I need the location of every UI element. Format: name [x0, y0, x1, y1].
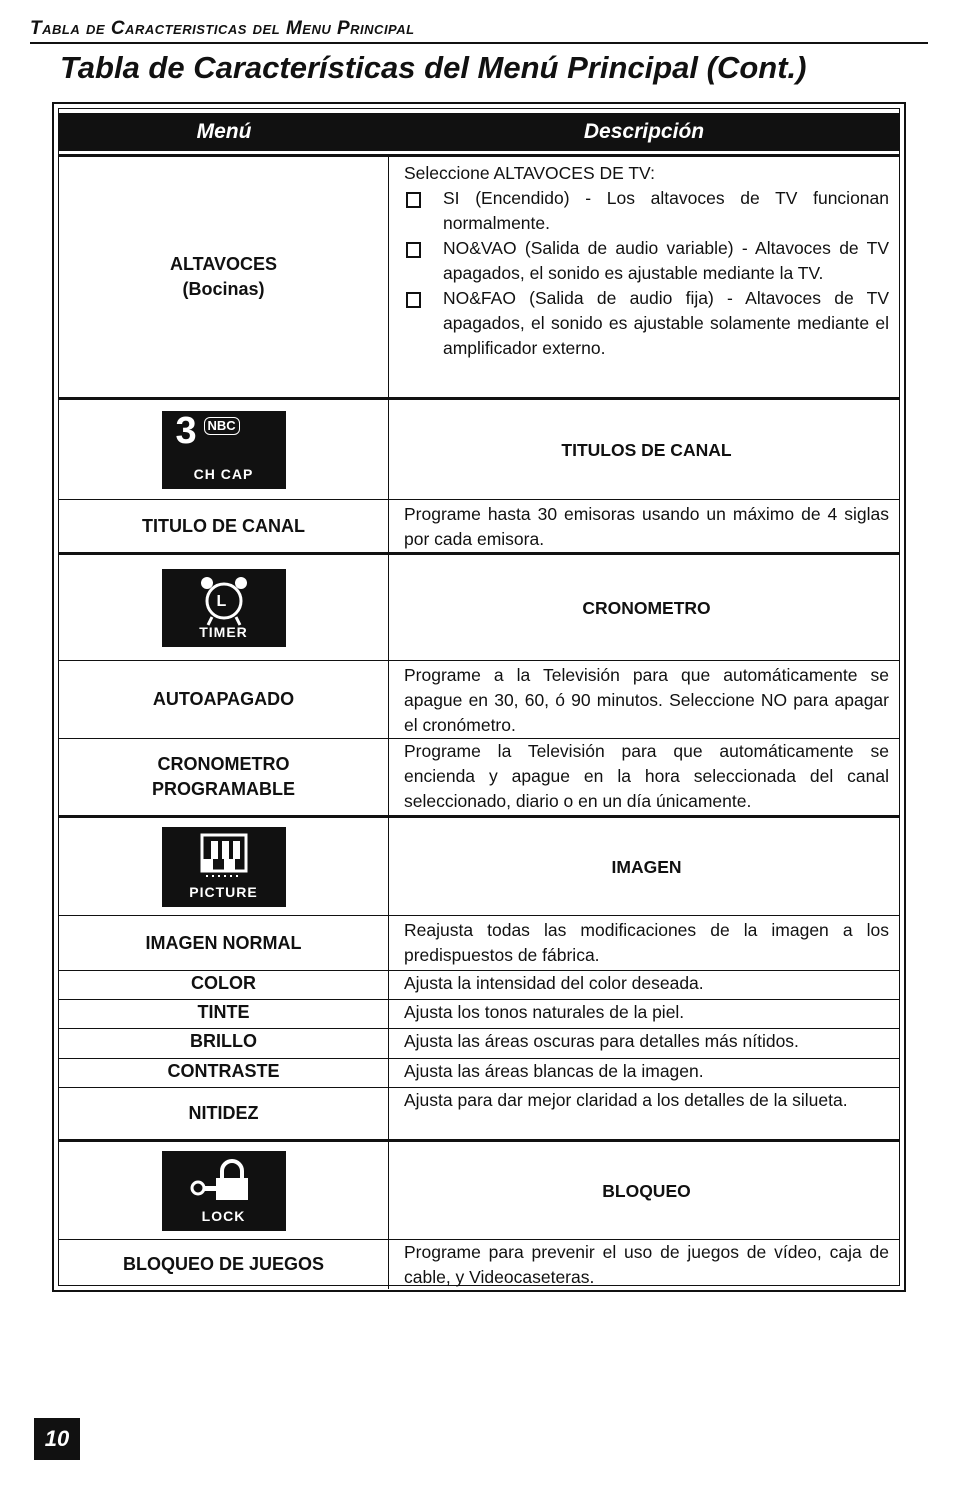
page-title: Tabla de Características del Menú Principal (Cont.): [60, 50, 807, 85]
altavoces-label: ALTAVOCES: [170, 254, 277, 274]
tv-screen-icon: [162, 827, 286, 887]
table-row: [59, 738, 899, 815]
header-menu: Menú: [196, 120, 252, 143]
checkbox-icon: [406, 292, 421, 308]
row-altavoces: [59, 154, 899, 397]
table-row: [59, 1239, 899, 1289]
cronometro-section-title: CRONOMETRO: [582, 598, 711, 618]
ch-cap-icon: 3 NBC CH CAP: [162, 411, 286, 489]
contraste-label: CONTRASTE: [59, 1059, 389, 1087]
row-imagen-section: [59, 815, 899, 915]
altavoces-option: NO&VAO (Salida de audio variable) - Altavoces de TV apagados, el sonido es ajustable mediante la TV.: [404, 236, 889, 286]
table-row: [59, 1028, 899, 1058]
menu-table: [52, 102, 906, 1292]
altavoces-option: NO&FAO (Salida de audio fija) - Altavoces de TV apagados, el sonido es ajustable solamente mediante el amplificador externo.: [404, 286, 889, 361]
table-row: [59, 999, 899, 1028]
row-titulos-section: [59, 397, 899, 499]
titulo-de-canal-label: TITULO DE CANAL: [59, 500, 389, 552]
bloqueo-juegos-label: BLOQUEO DE JUEGOS: [59, 1240, 389, 1289]
bloqueo-juegos-desc: Programe para prevenir el uso de juegos de vídeo, caja de cable, y Videocaseteras.: [404, 1242, 889, 1287]
titulos-section-title: TITULOS DE CANAL: [561, 440, 732, 460]
brillo-label: BRILLO: [59, 1029, 389, 1058]
table-row: [59, 970, 899, 999]
table-row: [59, 1058, 899, 1087]
titulo-de-canal-desc: Programe hasta 30 emisoras usando un máximo de 4 siglas por cada emisora.: [404, 504, 889, 549]
table-row: [59, 660, 899, 738]
brillo-desc: Ajusta las áreas oscuras para detalles más nítidos.: [404, 1031, 799, 1051]
tinte-label: TINTE: [59, 1000, 389, 1028]
altavoces-option: SI (Encendido) - Los altavoces de TV funcionan normalmente.: [404, 186, 889, 236]
imagen-section-title: IMAGEN: [611, 857, 682, 877]
row-bloqueo-section: [59, 1139, 899, 1239]
cronometro-programable-label: CRONOMETRO PROGRAMABLE: [59, 739, 389, 815]
padlock-key-icon: [162, 1151, 286, 1211]
altavoces-sublabel: (Bocinas): [182, 279, 265, 299]
color-desc: Ajusta la intensidad del color deseada.: [404, 973, 704, 993]
timer-icon: L TIMER: [162, 569, 286, 647]
table-row: [59, 915, 899, 970]
altavoces-intro: Seleccione ALTAVOCES DE TV:: [404, 163, 655, 183]
autoapagado-label: AUTOAPAGADO: [59, 661, 389, 738]
picture-icon: PICTURE: [162, 827, 286, 907]
bloqueo-section-title: BLOQUEO: [602, 1181, 691, 1201]
checkbox-icon: [406, 192, 421, 208]
row-cronometro-section: [59, 552, 899, 660]
autoapagado-desc: Programe a la Televisión para que automáticamente se apague en 30, 60, ó 90 minutos. Seleccione NO para apagar el cronómetro.: [404, 665, 889, 735]
table-row: [59, 1087, 899, 1139]
imagen-normal-desc: Reajusta todas las modificaciones de la imagen a los predispuestos de fábrica.: [404, 920, 889, 965]
header-description: Descripción: [583, 120, 705, 143]
color-label: COLOR: [59, 971, 389, 999]
page-number: 10: [34, 1418, 80, 1460]
table-row: [59, 499, 899, 552]
cronometro-programable-desc: Programe la Televisión para que automáticamente se encienda y apague en la hora seleccionada del canal seleccionado, diario o en un día únicamente.: [404, 741, 889, 811]
running-header: Tabla de Caracteristicas del Menu Principal: [30, 18, 928, 44]
checkbox-icon: [406, 242, 421, 258]
nitidez-desc: Ajusta para dar mejor claridad a los detalles de la silueta.: [404, 1090, 848, 1110]
table-header: [59, 113, 899, 151]
nitidez-label: NITIDEZ: [59, 1088, 389, 1139]
contraste-desc: Ajusta las áreas blancas de la imagen.: [404, 1061, 704, 1081]
tinte-desc: Ajusta los tonos naturales de la piel.: [404, 1002, 685, 1022]
lock-icon: LOCK: [162, 1151, 286, 1231]
imagen-normal-label: IMAGEN NORMAL: [59, 916, 389, 970]
